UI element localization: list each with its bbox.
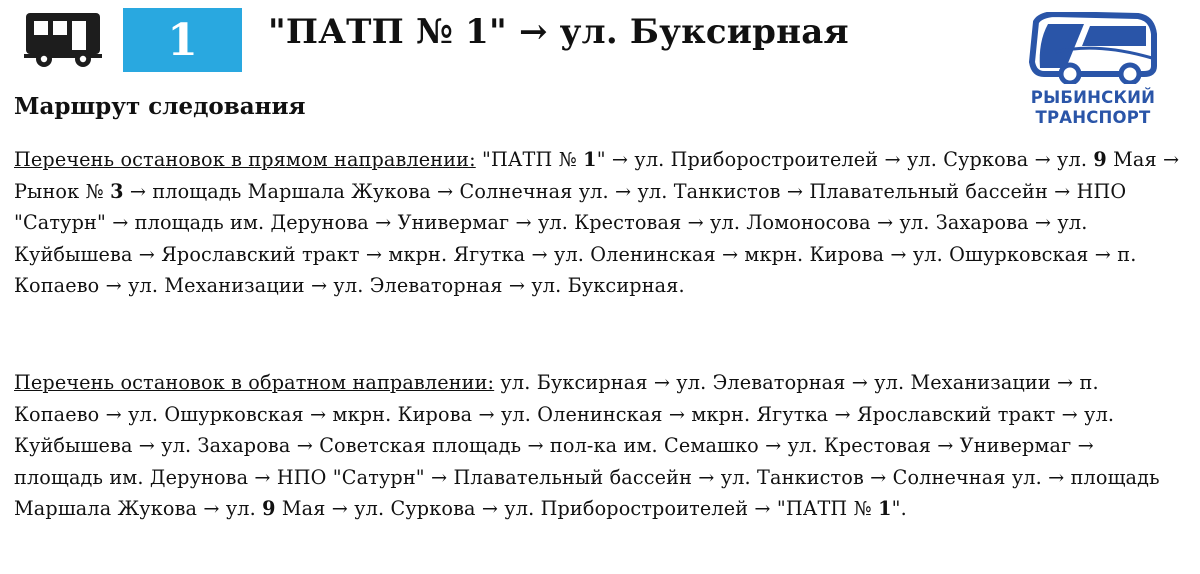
rybinsk-transport-logo bbox=[1018, 12, 1168, 130]
backward-stops-text: ул. Буксирная → ул. Элеваторная → ул. Механизации → п. Копаево → ул. Ошурковская → мкрн. Кирова → ул. Оленинская → мкрн. Ягутка → Ярославский тракт → ул. Куйбышева → ул. Захарова → Советская площадь → пол-ка им. Семашко → ул. Крестовая → Универмаг → площадь им. Дерунова → НПО "Сатурн" → Плавательный бассейн → ул. Танкистов → Солнечная ул. → площадь Маршала Жукова → ул. bbox=[14, 371, 1160, 520]
bus-logo-icon bbox=[1026, 12, 1160, 84]
backward-stops-number: 1 bbox=[878, 497, 892, 520]
backward-stops-paragraph bbox=[14, 367, 1184, 525]
forward-stops-number: 3 bbox=[110, 179, 124, 203]
logo-text-line2: ТРАНСПОРТ bbox=[1035, 108, 1151, 127]
forward-stops-text: " → ул. Приборостроителей → ул. Суркова → ул. bbox=[596, 148, 1094, 171]
backward-stops-text: Мая → ул. Суркова → ул. Приборостроителей → "ПАТП № bbox=[275, 497, 879, 520]
route-number-badge bbox=[123, 8, 242, 72]
section-heading: Маршрут следования bbox=[14, 93, 306, 120]
forward-stops-number: 9 bbox=[1093, 148, 1107, 171]
bus-icon bbox=[22, 10, 104, 70]
forward-stops-number: 1 bbox=[583, 148, 597, 171]
forward-stops-text: Мая → Рынок № bbox=[14, 148, 1180, 203]
forward-stops-text: → площадь Маршала Жукова → Солнечная ул. → ул. Танкистов → Плавательный бассейн → НПО "Сатурн" → площадь им. Дерунова → Универмаг → ул. Крестовая → ул. Ломоносова → ул. Захарова → ул. Куйбышева → Ярославский тракт → мкрн. Ягутка → ул. Оленинская → мкрн. Кирова → ул. Ошурковская → п. Копаево → ул. Механизации → ул. Элеваторная → ул. Буксирная. bbox=[14, 179, 1137, 297]
route-number: 1 bbox=[167, 14, 198, 66]
forward-stops-text: "ПАТП № bbox=[475, 148, 584, 171]
route-title: "ПАТП № 1" → ул. Буксирная bbox=[268, 12, 849, 52]
backward-stops-text: ". bbox=[891, 497, 907, 520]
backward-stops-label: Перечень остановок в обратном направлении: bbox=[14, 371, 495, 394]
backward-stops-number: 9 bbox=[262, 497, 276, 520]
forward-stops-paragraph bbox=[14, 144, 1184, 302]
logo-text-line1: РЫБИНСКИЙ bbox=[1030, 88, 1156, 107]
forward-stops-label: Перечень остановок в прямом направлении: bbox=[14, 148, 476, 171]
